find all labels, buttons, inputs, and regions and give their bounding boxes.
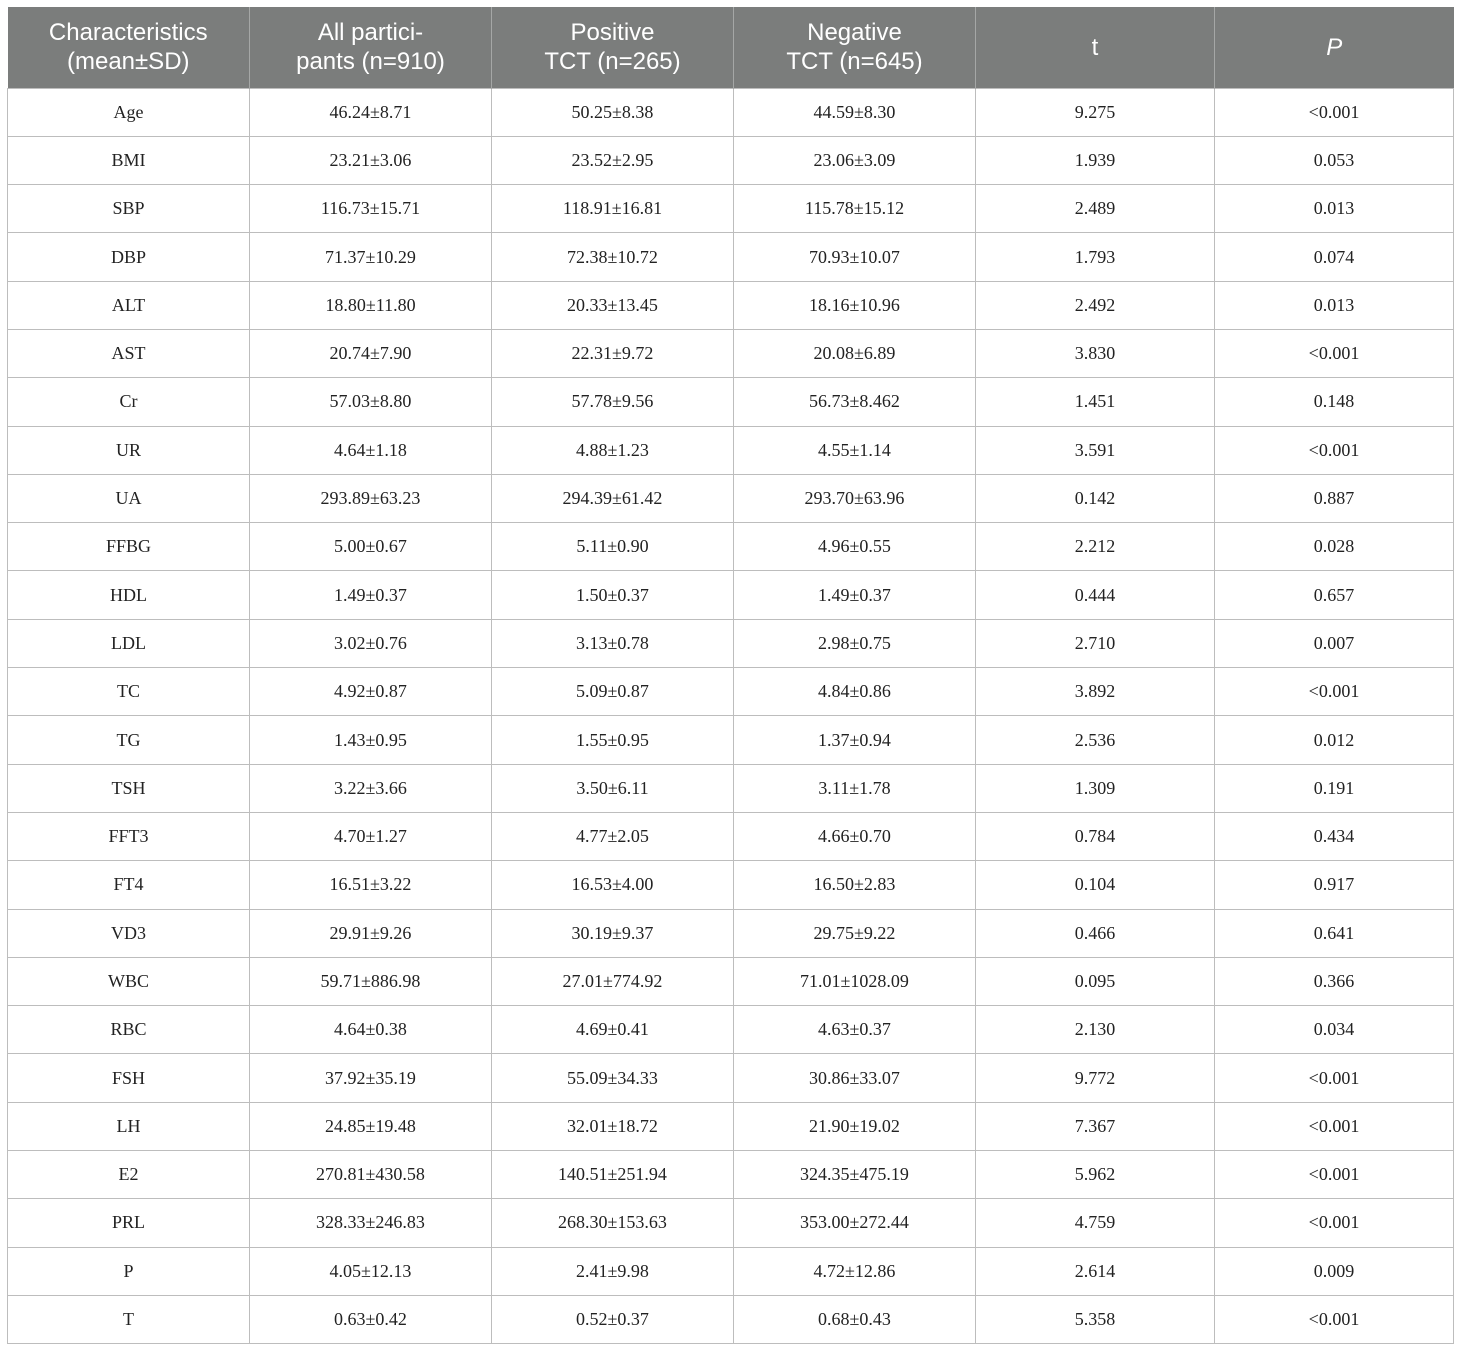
- table-row: [8, 1199, 1454, 1247]
- cell-p: <0.001: [1215, 1102, 1454, 1150]
- cell-positive-tct: 20.33±13.45: [492, 281, 734, 329]
- table-header: [8, 7, 1454, 88]
- cell-all-participants: 4.70±1.27: [250, 812, 492, 860]
- cell-p: 0.034: [1215, 1006, 1454, 1054]
- cell-negative-tct: 70.93±10.07: [734, 233, 976, 281]
- cell-negative-tct: 23.06±3.09: [734, 136, 976, 184]
- cell-positive-tct: 5.09±0.87: [492, 668, 734, 716]
- table-row: [8, 909, 1454, 957]
- cell-t: 5.962: [976, 1151, 1215, 1199]
- cell-all-participants: 16.51±3.22: [250, 861, 492, 909]
- cell-p: 0.434: [1215, 812, 1454, 860]
- cell-positive-tct: 140.51±251.94: [492, 1151, 734, 1199]
- cell-positive-tct: 2.41±9.98: [492, 1247, 734, 1295]
- table-row: [8, 1006, 1454, 1054]
- cell-all-participants: 37.92±35.19: [250, 1054, 492, 1102]
- cell-positive-tct: 1.50±0.37: [492, 571, 734, 619]
- cell-all-participants: 20.74±7.90: [250, 329, 492, 377]
- cell-p: 0.012: [1215, 716, 1454, 764]
- cell-all-participants: 4.64±0.38: [250, 1006, 492, 1054]
- table-row: [8, 1151, 1454, 1199]
- cell-t: 1.451: [976, 378, 1215, 426]
- header-t: t: [976, 7, 1215, 88]
- cell-p: 0.013: [1215, 185, 1454, 233]
- cell-positive-tct: 22.31±9.72: [492, 329, 734, 377]
- cell-negative-tct: 56.73±8.462: [734, 378, 976, 426]
- cell-t: 3.892: [976, 668, 1215, 716]
- cell-all-participants: 29.91±9.26: [250, 909, 492, 957]
- cell-positive-tct: 3.13±0.78: [492, 619, 734, 667]
- cell-all-participants: 116.73±15.71: [250, 185, 492, 233]
- cell-characteristic: PRL: [8, 1199, 250, 1247]
- table-row: [8, 571, 1454, 619]
- cell-all-participants: 24.85±19.48: [250, 1102, 492, 1150]
- cell-all-participants: 0.63±0.42: [250, 1295, 492, 1343]
- cell-p: 0.013: [1215, 281, 1454, 329]
- cell-positive-tct: 50.25±8.38: [492, 88, 734, 136]
- table-row: [8, 1247, 1454, 1295]
- cell-characteristic: VD3: [8, 909, 250, 957]
- cell-t: 2.614: [976, 1247, 1215, 1295]
- cell-positive-tct: 16.53±4.00: [492, 861, 734, 909]
- cell-positive-tct: 72.38±10.72: [492, 233, 734, 281]
- cell-p: <0.001: [1215, 1295, 1454, 1343]
- cell-all-participants: 46.24±8.71: [250, 88, 492, 136]
- table-row: [8, 1054, 1454, 1102]
- cell-characteristic: TC: [8, 668, 250, 716]
- cell-all-participants: 3.22±3.66: [250, 764, 492, 812]
- cell-negative-tct: 1.37±0.94: [734, 716, 976, 764]
- cell-positive-tct: 5.11±0.90: [492, 523, 734, 571]
- cell-all-participants: 293.89±63.23: [250, 474, 492, 522]
- header-row: [8, 7, 1454, 88]
- cell-p: 0.007: [1215, 619, 1454, 667]
- cell-p: <0.001: [1215, 1054, 1454, 1102]
- cell-all-participants: 5.00±0.67: [250, 523, 492, 571]
- cell-positive-tct: 32.01±18.72: [492, 1102, 734, 1150]
- cell-negative-tct: 4.55±1.14: [734, 426, 976, 474]
- cell-positive-tct: 4.77±2.05: [492, 812, 734, 860]
- cell-all-participants: 328.33±246.83: [250, 1199, 492, 1247]
- table-row: [8, 426, 1454, 474]
- cell-p: 0.148: [1215, 378, 1454, 426]
- cell-p: <0.001: [1215, 88, 1454, 136]
- cell-all-participants: 23.21±3.06: [250, 136, 492, 184]
- cell-all-participants: 4.64±1.18: [250, 426, 492, 474]
- cell-t: 7.367: [976, 1102, 1215, 1150]
- cell-characteristic: Age: [8, 88, 250, 136]
- cell-all-participants: 57.03±8.80: [250, 378, 492, 426]
- table-body: [8, 88, 1454, 1344]
- cell-p: <0.001: [1215, 1199, 1454, 1247]
- cell-t: 1.793: [976, 233, 1215, 281]
- cell-negative-tct: 18.16±10.96: [734, 281, 976, 329]
- cell-t: 0.104: [976, 861, 1215, 909]
- cell-positive-tct: 4.69±0.41: [492, 1006, 734, 1054]
- cell-t: 2.710: [976, 619, 1215, 667]
- cell-characteristic: FFBG: [8, 523, 250, 571]
- cell-negative-tct: 2.98±0.75: [734, 619, 976, 667]
- cell-characteristic: FSH: [8, 1054, 250, 1102]
- header-characteristics: Characteristics (mean±SD): [48, 19, 208, 76]
- cell-p: <0.001: [1215, 329, 1454, 377]
- cell-negative-tct: 44.59±8.30: [734, 88, 976, 136]
- table-row: [8, 812, 1454, 860]
- cell-negative-tct: 4.84±0.86: [734, 668, 976, 716]
- cell-negative-tct: 71.01±1028.09: [734, 957, 976, 1005]
- cell-characteristic: Cr: [8, 378, 250, 426]
- header-negative-tct: Negative TCT (n=645): [734, 7, 976, 88]
- cell-t: 0.444: [976, 571, 1215, 619]
- cell-positive-tct: 294.39±61.42: [492, 474, 734, 522]
- cell-t: 0.466: [976, 909, 1215, 957]
- cell-positive-tct: 23.52±2.95: [492, 136, 734, 184]
- cell-negative-tct: 293.70±63.96: [734, 474, 976, 522]
- cell-p: 0.887: [1215, 474, 1454, 522]
- cell-p: 0.641: [1215, 909, 1454, 957]
- cell-all-participants: 71.37±10.29: [250, 233, 492, 281]
- cell-positive-tct: 55.09±34.33: [492, 1054, 734, 1102]
- table-row: [8, 378, 1454, 426]
- cell-characteristic: E2: [8, 1151, 250, 1199]
- header-positive-tct: Positive TCT (n=265): [492, 7, 734, 88]
- cell-characteristic: DBP: [8, 233, 250, 281]
- cell-characteristic: ALT: [8, 281, 250, 329]
- cell-t: 2.536: [976, 716, 1215, 764]
- cell-negative-tct: 4.96±0.55: [734, 523, 976, 571]
- cell-characteristic: UA: [8, 474, 250, 522]
- table-row: [8, 233, 1454, 281]
- cell-t: 9.275: [976, 88, 1215, 136]
- table-row: [8, 957, 1454, 1005]
- cell-characteristic: UR: [8, 426, 250, 474]
- cell-characteristic: LDL: [8, 619, 250, 667]
- cell-characteristic: P: [8, 1247, 250, 1295]
- cell-t: 2.489: [976, 185, 1215, 233]
- cell-negative-tct: 3.11±1.78: [734, 764, 976, 812]
- header-all-participants: All partici- pants (n=910): [250, 7, 492, 88]
- cell-p: 0.028: [1215, 523, 1454, 571]
- table-row: [8, 764, 1454, 812]
- cell-negative-tct: 20.08±6.89: [734, 329, 976, 377]
- cell-characteristic: T: [8, 1295, 250, 1343]
- cell-positive-tct: 4.88±1.23: [492, 426, 734, 474]
- cell-t: 2.130: [976, 1006, 1215, 1054]
- table-row: [8, 474, 1454, 522]
- cell-p: <0.001: [1215, 668, 1454, 716]
- cell-t: 5.358: [976, 1295, 1215, 1343]
- cell-p: 0.009: [1215, 1247, 1454, 1295]
- cell-t: 4.759: [976, 1199, 1215, 1247]
- cell-t: 0.095: [976, 957, 1215, 1005]
- header-p: P: [1215, 7, 1454, 88]
- cell-all-participants: 3.02±0.76: [250, 619, 492, 667]
- cell-negative-tct: 30.86±33.07: [734, 1054, 976, 1102]
- cell-t: 2.492: [976, 281, 1215, 329]
- cell-p: 0.366: [1215, 957, 1454, 1005]
- cell-positive-tct: 118.91±16.81: [492, 185, 734, 233]
- cell-negative-tct: 4.72±12.86: [734, 1247, 976, 1295]
- cell-all-participants: 1.43±0.95: [250, 716, 492, 764]
- cell-t: 2.212: [976, 523, 1215, 571]
- cell-p: 0.917: [1215, 861, 1454, 909]
- cell-characteristic: FT4: [8, 861, 250, 909]
- cell-t: 1.939: [976, 136, 1215, 184]
- cell-characteristic: TG: [8, 716, 250, 764]
- cell-all-participants: 4.92±0.87: [250, 668, 492, 716]
- table-row: [8, 136, 1454, 184]
- table-row: [8, 861, 1454, 909]
- cell-t: 0.784: [976, 812, 1215, 860]
- cell-positive-tct: 27.01±774.92: [492, 957, 734, 1005]
- table-row: [8, 716, 1454, 764]
- cell-positive-tct: 3.50±6.11: [492, 764, 734, 812]
- cell-p: 0.657: [1215, 571, 1454, 619]
- table-row: [8, 619, 1454, 667]
- table-row: [8, 1295, 1454, 1343]
- cell-negative-tct: 1.49±0.37: [734, 571, 976, 619]
- cell-negative-tct: 0.68±0.43: [734, 1295, 976, 1343]
- cell-characteristic: FFT3: [8, 812, 250, 860]
- cell-all-participants: 1.49±0.37: [250, 571, 492, 619]
- cell-positive-tct: 1.55±0.95: [492, 716, 734, 764]
- cell-characteristic: SBP: [8, 185, 250, 233]
- table-row: [8, 523, 1454, 571]
- table-row: [8, 329, 1454, 377]
- cell-positive-tct: 0.52±0.37: [492, 1295, 734, 1343]
- cell-p: <0.001: [1215, 1151, 1454, 1199]
- cell-negative-tct: 4.63±0.37: [734, 1006, 976, 1054]
- cell-t: 9.772: [976, 1054, 1215, 1102]
- cell-all-participants: 4.05±12.13: [250, 1247, 492, 1295]
- cell-positive-tct: 30.19±9.37: [492, 909, 734, 957]
- table-row: [8, 281, 1454, 329]
- cell-characteristic: HDL: [8, 571, 250, 619]
- cell-t: 1.309: [976, 764, 1215, 812]
- cell-characteristic: BMI: [8, 136, 250, 184]
- cell-t: 3.591: [976, 426, 1215, 474]
- cell-characteristic: RBC: [8, 1006, 250, 1054]
- cell-p: 0.191: [1215, 764, 1454, 812]
- cell-p: 0.074: [1215, 233, 1454, 281]
- cell-positive-tct: 57.78±9.56: [492, 378, 734, 426]
- cell-t: 3.830: [976, 329, 1215, 377]
- cell-negative-tct: 16.50±2.83: [734, 861, 976, 909]
- cell-p: 0.053: [1215, 136, 1454, 184]
- cell-t: 0.142: [976, 474, 1215, 522]
- cell-negative-tct: 324.35±475.19: [734, 1151, 976, 1199]
- cell-negative-tct: 21.90±19.02: [734, 1102, 976, 1150]
- cell-all-participants: 270.81±430.58: [250, 1151, 492, 1199]
- cell-characteristic: WBC: [8, 957, 250, 1005]
- table-row: [8, 1102, 1454, 1150]
- cell-negative-tct: 29.75±9.22: [734, 909, 976, 957]
- cell-negative-tct: 4.66±0.70: [734, 812, 976, 860]
- cell-all-participants: 18.80±11.80: [250, 281, 492, 329]
- cell-characteristic: TSH: [8, 764, 250, 812]
- cell-characteristic: LH: [8, 1102, 250, 1150]
- table-row: [8, 88, 1454, 136]
- characteristics-table: [7, 7, 1454, 1344]
- cell-positive-tct: 268.30±153.63: [492, 1199, 734, 1247]
- cell-negative-tct: 353.00±272.44: [734, 1199, 976, 1247]
- table-row: [8, 668, 1454, 716]
- cell-negative-tct: 115.78±15.12: [734, 185, 976, 233]
- cell-characteristic: AST: [8, 329, 250, 377]
- cell-p: <0.001: [1215, 426, 1454, 474]
- table-row: [8, 185, 1454, 233]
- cell-all-participants: 59.71±886.98: [250, 957, 492, 1005]
